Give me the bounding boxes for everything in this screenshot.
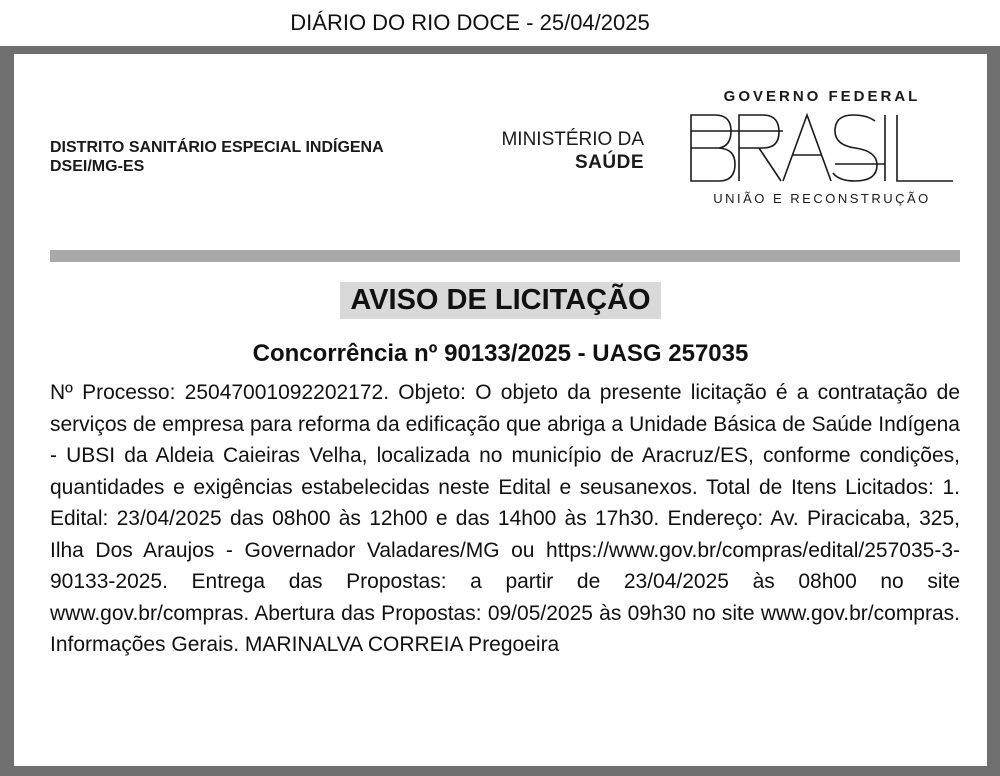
notice-subtitle: Concorrência nº 90133/2025 - UASG 257035 bbox=[252, 340, 749, 367]
ministry-label: MINISTÉRIO DA bbox=[501, 129, 644, 150]
notice-title-wrap bbox=[14, 282, 987, 319]
notice-body: Nº Processo: 25047001092202172. Objeto: O objeto da presente licitação é a contratação de serviços de empresa para reforma da edificação que abriga a Unidade Básica de Saúde Indígena - UBSI da Aldeia Caieiras Velha, localizada no município de Aracruz/ES, conforme condições, quantidades e exigências estabelecidas neste Edital e seusanexos. Total de Itens Licitados: 1. Edital: 23/04/2025 das 08h00 às 12h00 e das 14h00 às 17h30. Endereço: Av. Piracicaba, 325, Ilha Dos Araujos - Governador Valadares/MG ou https://www.gov.br/compras/edital/257035-3-90133-2025. Entrega das Propostas: a partir de 23/04/2025 às 08h00 no site www.gov.br/compras. Abertura das Propostas: 09/05/2025 às 09h30 no site www.gov.br/compras. Informações Gerais. MARINALVA CORREIA Pregoeira bbox=[50, 381, 960, 656]
ministry-block bbox=[484, 128, 644, 174]
organization-name: DISTRITO SANITÁRIO ESPECIAL INDÍGENA bbox=[50, 139, 384, 156]
government-slogan: UNIÃO E RECONSTRUÇÃO bbox=[713, 191, 931, 206]
ministry-name: SAÚDE bbox=[574, 152, 644, 173]
government-logo bbox=[684, 88, 960, 206]
government-label: GOVERNO FEDERAL bbox=[723, 88, 921, 105]
brasil-wordmark-logo bbox=[687, 111, 957, 185]
notice-title: AVISO DE LICITAÇÃO bbox=[340, 282, 660, 319]
notice-frame bbox=[0, 46, 1000, 776]
organization-code: DSEI/MG-ES bbox=[50, 158, 145, 175]
newspaper-masthead: DIÁRIO DO RIO DOCE - 25/04/2025 bbox=[290, 10, 650, 35]
notice-sheet bbox=[14, 54, 987, 766]
organization-block bbox=[50, 138, 384, 176]
header-divider bbox=[50, 250, 960, 262]
